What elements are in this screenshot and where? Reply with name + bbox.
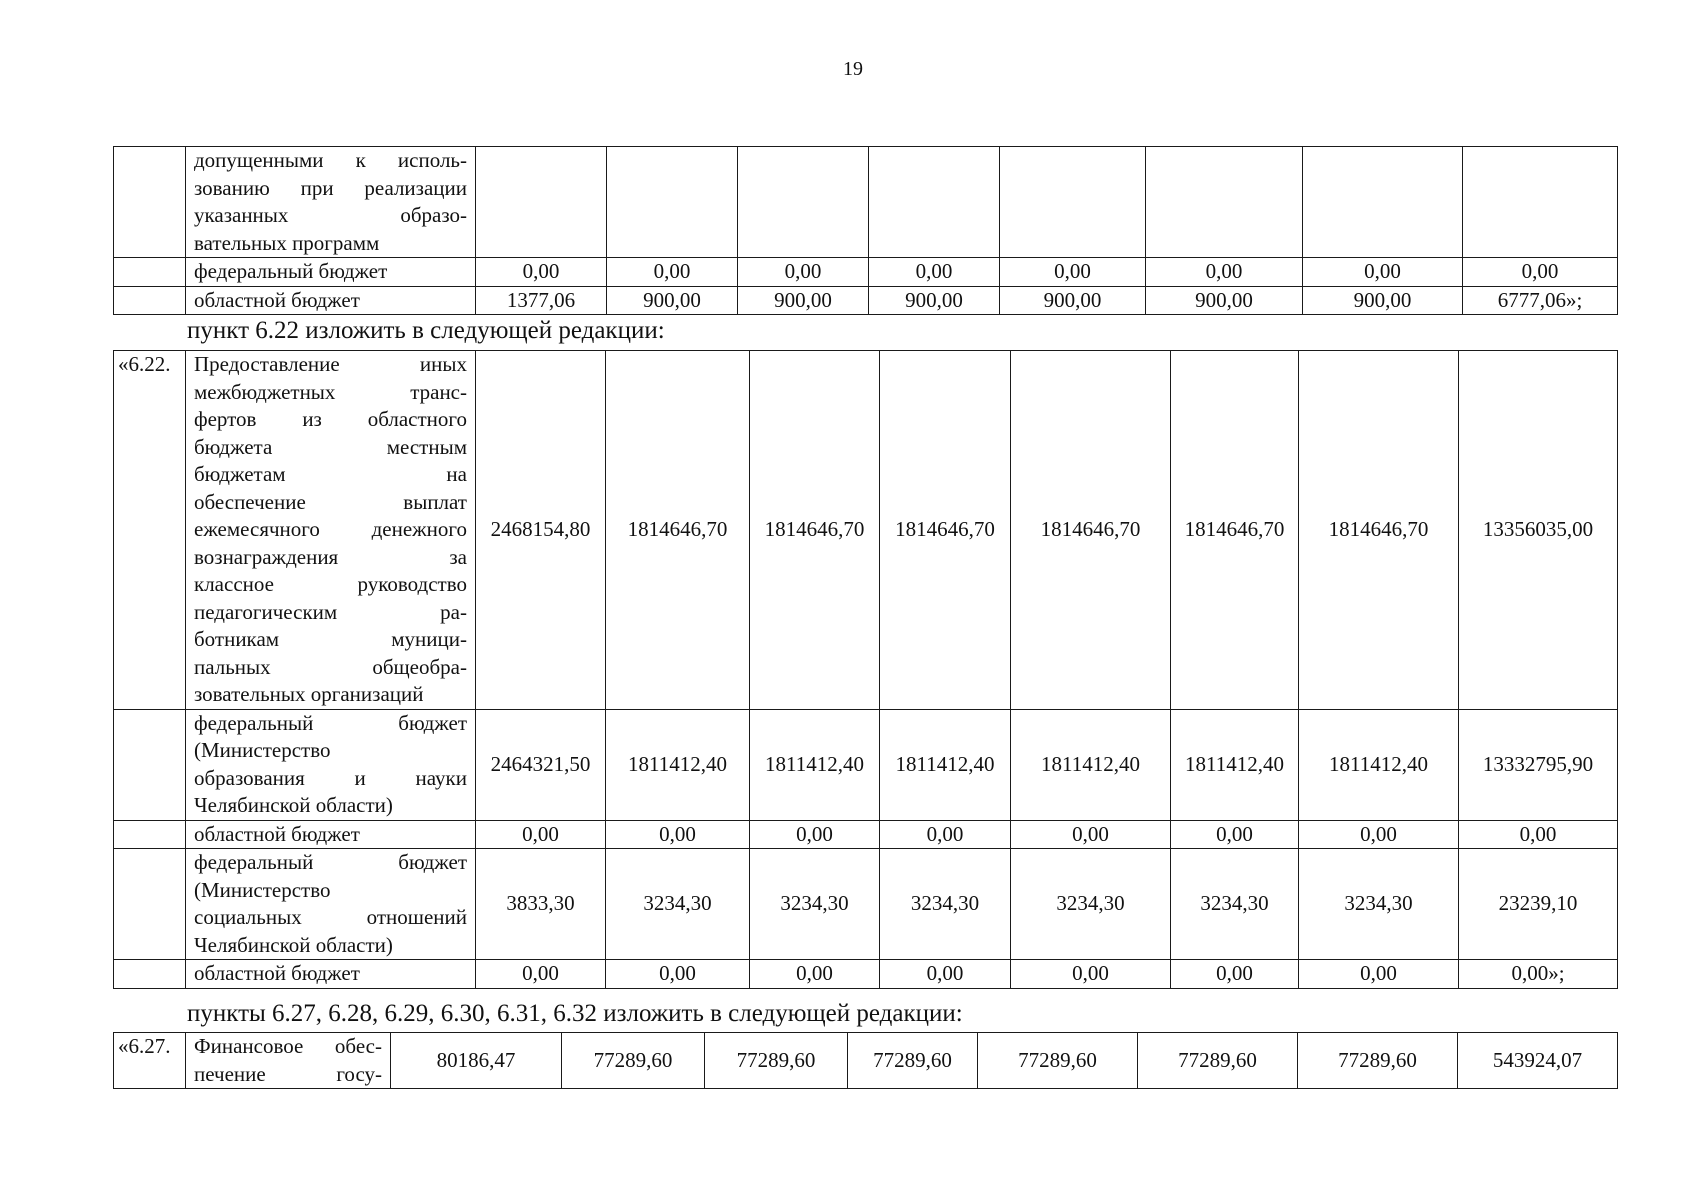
description-line: Предоставление иных — [194, 352, 467, 376]
value-cell: 0,00 — [1000, 258, 1146, 287]
description-line: указанных образо- — [194, 203, 467, 227]
value-cell: 3234,30 — [1299, 849, 1459, 960]
value-cell: 0,00 — [750, 820, 880, 849]
value-cell: 0,00 — [869, 258, 1000, 287]
label-line: (Министерство — [194, 738, 331, 762]
item-code: «6.27. — [114, 1033, 186, 1089]
table-row — [114, 849, 1618, 960]
description-line: бюджета местным — [194, 434, 467, 459]
value-cell: 1811412,40 — [606, 709, 750, 820]
value-cell: 0,00 — [880, 820, 1011, 849]
description-line: межбюджетных транс- — [194, 379, 467, 404]
value-cell: 0,00 — [606, 960, 750, 989]
value-cell: 3234,30 — [750, 849, 880, 960]
value-cell: 1811412,40 — [1011, 709, 1171, 820]
table-item-6-27 — [113, 1032, 1618, 1089]
value-cell: 0,00 — [1459, 820, 1618, 849]
value-cell: 900,00 — [1146, 286, 1303, 315]
label-line: федеральный бюджет — [194, 710, 467, 735]
description-line: обеспечение выплат — [194, 489, 467, 514]
value-cell: 1814646,70 — [606, 351, 750, 710]
value-cell: 1811412,40 — [750, 709, 880, 820]
value-cell: 77289,60 — [562, 1033, 705, 1089]
value-cell — [869, 147, 1000, 258]
description-line: вознаграждения за — [194, 544, 467, 569]
item-description — [186, 1033, 391, 1089]
item-description — [186, 147, 476, 258]
value-cell: 3833,30 — [476, 849, 606, 960]
description-line: зовательных организаций — [194, 682, 424, 706]
item-code: «6.22. — [114, 351, 186, 710]
description-line: допущенными к исполь- — [194, 148, 467, 172]
label-line: (Министерство — [194, 877, 331, 902]
instruction-text: пункт 6.22 изложить в следующей редакции: — [187, 317, 665, 344]
value-cell: 0,00 — [1146, 258, 1303, 287]
label-line: Челябинской области) — [194, 793, 393, 817]
value-cell: 2464321,50 — [476, 709, 606, 820]
value-cell: 0,00 — [1303, 258, 1463, 287]
description-line: классное руководство — [194, 572, 467, 596]
row-label: областной бюджет — [186, 960, 476, 989]
description-line: зованию при реализации — [194, 175, 467, 200]
item-description — [186, 351, 476, 710]
value-cell: 900,00 — [1000, 286, 1146, 315]
row-label: областной бюджет — [186, 820, 476, 849]
value-cell: 3234,30 — [880, 849, 1011, 960]
value-cell: 77289,60 — [978, 1033, 1138, 1089]
value-cell: 77289,60 — [705, 1033, 848, 1089]
table-row — [114, 258, 1618, 287]
description-line: бюджетам на — [194, 462, 467, 486]
description-line: ботникам муници- — [194, 627, 467, 651]
value-cell: 6777,06»; — [1463, 286, 1618, 315]
value-cell: 1811412,40 — [1171, 709, 1299, 820]
value-cell: 1811412,40 — [1299, 709, 1459, 820]
item-code-cell — [114, 147, 186, 258]
table-row — [114, 960, 1618, 989]
value-cell: 0,00 — [1299, 960, 1459, 989]
value-cell: 23239,10 — [1459, 849, 1618, 960]
value-cell: 1814646,70 — [1011, 351, 1171, 710]
value-cell: 3234,30 — [606, 849, 750, 960]
value-cell: 77289,60 — [1298, 1033, 1458, 1089]
value-cell: 77289,60 — [848, 1033, 978, 1089]
description-line: фертов из областного — [194, 407, 467, 431]
row-label: федеральный бюджет — [186, 258, 476, 287]
description-line: педагогическим ра- — [194, 599, 467, 624]
table-row — [114, 820, 1618, 849]
value-cell: 1814646,70 — [880, 351, 1011, 710]
row-label — [186, 849, 476, 960]
value-cell: 0,00 — [1011, 960, 1171, 989]
value-cell: 0,00 — [1463, 258, 1618, 287]
description-line: ежемесячного денежного — [194, 517, 467, 541]
page-number: 19 — [843, 58, 863, 80]
value-cell: 13356035,00 — [1459, 351, 1618, 710]
value-cell — [1000, 147, 1146, 258]
value-cell: 900,00 — [869, 286, 1000, 315]
value-cell: 1814646,70 — [1171, 351, 1299, 710]
table-item-6-22 — [113, 350, 1618, 989]
row-label — [186, 709, 476, 820]
label-line: образования и науки — [194, 765, 467, 790]
value-cell: 0,00 — [1171, 820, 1299, 849]
value-cell: 3234,30 — [1171, 849, 1299, 960]
value-cell: 1814646,70 — [1299, 351, 1459, 710]
value-cell: 1811412,40 — [880, 709, 1011, 820]
value-cell: 0,00 — [880, 960, 1011, 989]
value-cell: 0,00 — [607, 258, 738, 287]
value-cell: 3234,30 — [1011, 849, 1171, 960]
description-line: Финансовое обес- — [194, 1034, 382, 1058]
value-cell — [607, 147, 738, 258]
value-cell: 13332795,90 — [1459, 709, 1618, 820]
table-row — [114, 147, 1618, 258]
value-cell: 900,00 — [607, 286, 738, 315]
value-cell — [1303, 147, 1463, 258]
row-label: областной бюджет — [186, 286, 476, 315]
description-line: печение госу- — [194, 1061, 382, 1086]
value-cell — [1463, 147, 1618, 258]
table-row — [114, 351, 1618, 710]
value-cell: 543924,07 — [1458, 1033, 1618, 1089]
value-cell: 900,00 — [738, 286, 869, 315]
value-cell — [476, 147, 607, 258]
table-row — [114, 709, 1618, 820]
description-line: вательных программ — [194, 230, 380, 255]
value-cell: 0,00 — [738, 258, 869, 287]
value-cell: 77289,60 — [1138, 1033, 1298, 1089]
table-row — [114, 286, 1618, 315]
value-cell: 0,00 — [750, 960, 880, 989]
instruction-text: пункты 6.27, 6.28, 6.29, 6.30, 6.31, 6.32 изложить в следующей редакции: — [187, 1000, 963, 1027]
value-cell: 0,00 — [1011, 820, 1171, 849]
label-line: федеральный бюджет — [194, 850, 467, 874]
value-cell: 0,00 — [476, 820, 606, 849]
value-cell: 1377,06 — [476, 286, 607, 315]
table-continuation — [113, 146, 1618, 315]
label-line: социальных отношений — [194, 905, 467, 929]
value-cell: 900,00 — [1303, 286, 1463, 315]
value-cell: 0,00 — [476, 960, 606, 989]
value-cell: 0,00 — [476, 258, 607, 287]
value-cell: 0,00»; — [1459, 960, 1618, 989]
value-cell: 0,00 — [1171, 960, 1299, 989]
value-cell — [1146, 147, 1303, 258]
value-cell: 2468154,80 — [476, 351, 606, 710]
label-line: Челябинской области) — [194, 932, 393, 957]
value-cell: 0,00 — [1299, 820, 1459, 849]
value-cell: 1814646,70 — [750, 351, 880, 710]
value-cell — [738, 147, 869, 258]
value-cell: 0,00 — [606, 820, 750, 849]
description-line: пальных общеобра- — [194, 654, 467, 679]
value-cell: 80186,47 — [391, 1033, 562, 1089]
table-row — [114, 1033, 1618, 1089]
